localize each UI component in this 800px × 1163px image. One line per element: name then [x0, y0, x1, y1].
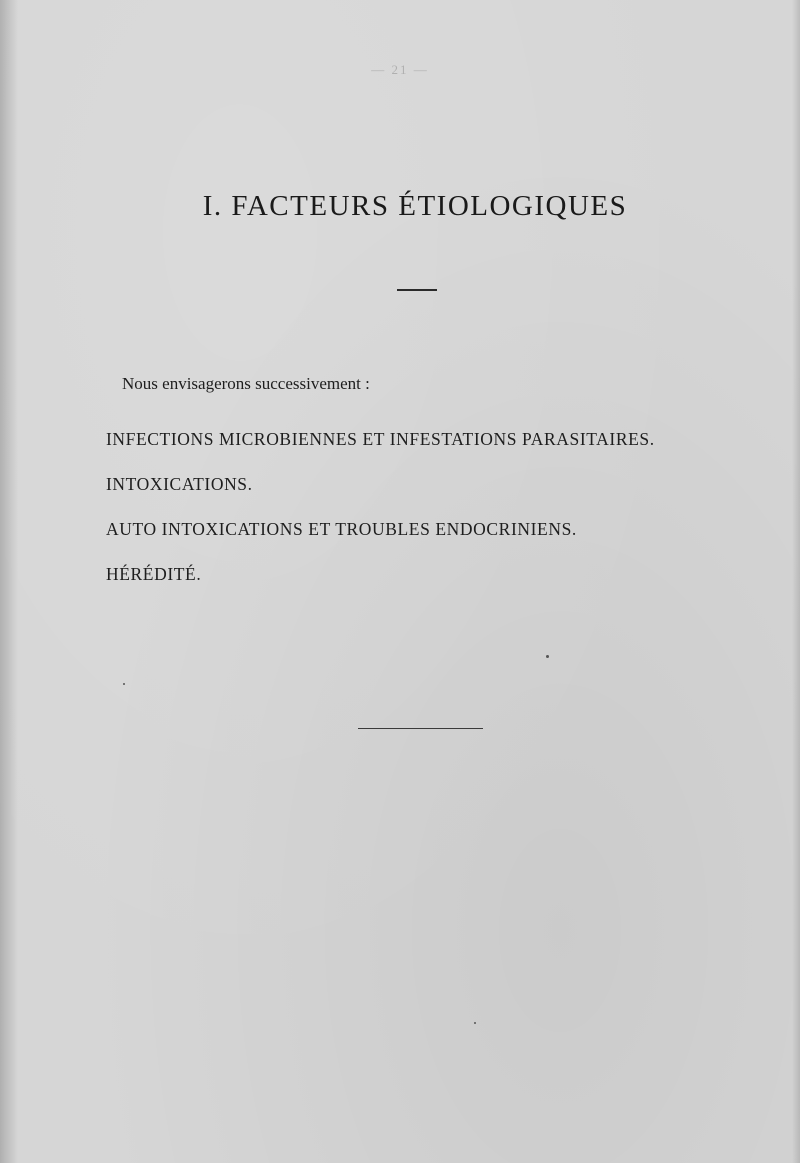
page-number: — 21 — — [371, 62, 429, 77]
section-title: I. FACTEURS ÉTIOLOGIQUES — [202, 190, 628, 222]
paper-speck — [474, 1022, 476, 1024]
intro-sentence: Nous envisagerons successivement : — [122, 374, 370, 393]
etiological-factors-list — [106, 428, 655, 608]
closing-divider — [358, 728, 483, 729]
paper-speck — [546, 655, 549, 658]
list-item: INTOXICATIONS. — [106, 474, 253, 494]
paper-speck — [123, 683, 125, 685]
list-item: HÉRÉDITÉ. — [106, 564, 202, 584]
title-divider — [397, 289, 437, 291]
list-item: AUTO INTOXICATIONS ET TROUBLES ENDOCRINIENS. — [106, 519, 577, 539]
list-item: INFECTIONS MICROBIENNES ET INFESTATIONS PARASITAIRES. — [106, 429, 655, 449]
